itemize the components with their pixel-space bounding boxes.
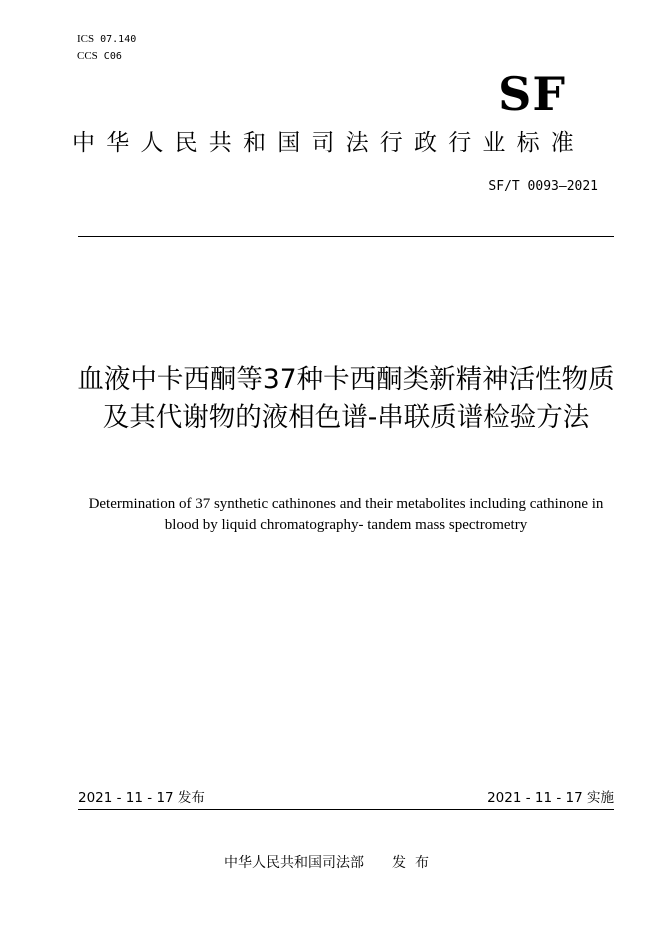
document-title-chinese: 血液中卡西酮等37种卡西酮类新精神活性物质及其代谢物的液相色谱-串联质谱检验方法 [77,364,615,433]
footer-divider [78,809,614,810]
sf-logo: SF [498,67,566,121]
implementation-date: 2021 - 11 - 17 实施 [487,790,614,806]
document-title-english: Determination of 37 synthetic cathinones and their metabolites including cathinone in blood by liquid chromatography- tandem mass spectrometry [88,496,604,533]
header-divider [78,236,614,237]
standard-type-heading: 中华人民共和国司法行政行业标准 [72,130,585,156]
standard-number: SF/T 0093—2021 [488,179,598,194]
issuing-authority [0,853,662,873]
ccs-code [77,49,122,64]
ics-label: ICS [77,33,95,45]
ics-code [77,32,136,47]
issue-action: 发布 [392,855,438,871]
ics-value: 07.140 [100,34,137,45]
ccs-value: C06 [103,51,122,62]
issue-date: 2021 - 11 - 17 发布 [78,790,205,806]
ccs-label: CCS [77,50,98,62]
issuer-name: 中华人民共和国司法部 [224,855,364,871]
